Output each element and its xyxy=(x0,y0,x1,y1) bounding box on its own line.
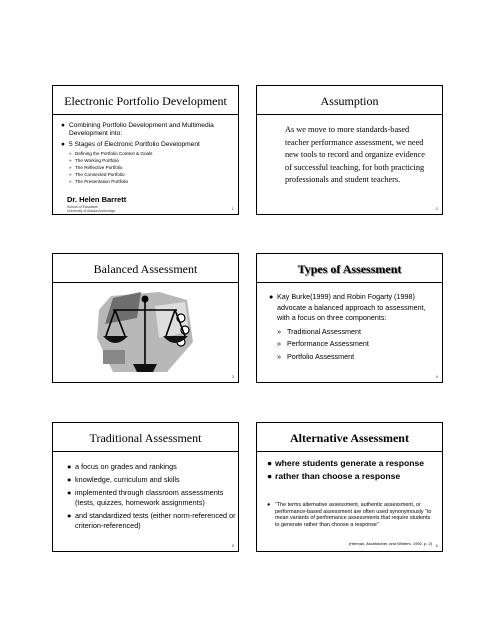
title-divider xyxy=(257,451,442,452)
bullet-item: ● and standardized tests (either norm-referenced or criterion-referenced) xyxy=(67,511,236,530)
sub-item: » The Connected Portfolio xyxy=(69,172,125,177)
arrow-icon: » xyxy=(69,172,72,177)
slide-title: Assumption xyxy=(320,94,379,108)
scales-of-justice-clipart xyxy=(97,288,197,376)
slide-body-text: As we move to more standards-based teacher performance assessment, we need new tools to record and organize evidence of successful teaching, for both practicing professionals and student teachers. xyxy=(285,125,425,185)
bullet-icon: ● xyxy=(67,475,72,484)
sub-item: » Portfolio Assessment xyxy=(277,351,439,364)
quote-list xyxy=(267,502,435,528)
title-divider xyxy=(53,451,238,452)
slide-number: 4 xyxy=(435,374,438,379)
arrow-icon: » xyxy=(69,158,72,163)
title-divider xyxy=(257,114,442,115)
sub-item: » Performance Assessment xyxy=(277,338,439,351)
bullet-item: ● Kay Burke(1999) and Robin Fogarty (1998) advocate a balanced approach to assessment, with a focus on three components: » Traditional Assessment » Performance Assessment » Portfolio Assessment xyxy=(269,292,439,363)
slide-traditional-assessment xyxy=(52,422,239,552)
bullet-item: ● a focus on grades and rankings xyxy=(67,462,177,471)
sub-item: » Defining the Portfolio Context & Goals xyxy=(69,151,153,156)
slide-number: 5 xyxy=(231,543,234,548)
bullet-item: ● knowledge, curriculum and skills xyxy=(67,475,180,484)
sub-item: » The Reflective Portfolio xyxy=(69,165,123,170)
slide-assumption xyxy=(256,85,443,215)
arrow-icon: » xyxy=(277,326,281,336)
slide-types-of-assessment xyxy=(256,253,443,383)
slide-title: Traditional Assessment xyxy=(89,431,202,445)
author-name: Dr. Helen Barrett xyxy=(67,195,127,204)
bullet-item: ● implemented through classroom assessments (tests, quizzes, homework assignments) xyxy=(67,488,224,507)
title-divider xyxy=(257,282,442,283)
bullet-icon: ● xyxy=(267,470,273,481)
bullet-list xyxy=(267,458,439,483)
title-divider xyxy=(53,114,238,115)
slide-title: Alternative Assessment xyxy=(290,431,409,445)
slide-number: 2 xyxy=(435,206,438,211)
arrow-icon: » xyxy=(69,151,72,156)
slide-number: 1 xyxy=(231,206,234,211)
sub-item: » The Working Portfolio xyxy=(69,158,120,163)
arrow-icon: » xyxy=(69,179,72,184)
slide-number: 6 xyxy=(435,543,438,548)
author-affiliation: School of Education University of Alaska Anchorage xyxy=(67,205,116,214)
arrow-icon: » xyxy=(277,351,281,361)
bullet-icon: ● xyxy=(67,462,72,471)
citation: (Herman, Aschbacher, and Winters, 1992, p. 2) xyxy=(348,541,432,546)
bullet-item: ● rather than choose a response xyxy=(267,470,401,481)
quote-item: ● “The terms alternative assessment, authentic assessment, or performance-based assessment are often used synonymously “to mean variants of performance assessments that require students to generate rather than choose a response” xyxy=(267,502,432,528)
slide-title: Electronic Portfolio Development xyxy=(64,94,227,108)
slide-title: Types of Assessment xyxy=(297,262,402,276)
arrow-icon: » xyxy=(277,339,281,348)
arrow-icon: » xyxy=(69,165,72,170)
slide-balanced-assessment xyxy=(52,253,239,383)
title-divider xyxy=(53,282,238,283)
bullet-icon: ● xyxy=(61,141,65,148)
bullet-icon: ● xyxy=(267,458,273,468)
sub-item: » The Presentation Portfolio xyxy=(69,179,129,184)
bullet-icon: ● xyxy=(267,502,271,508)
bullet-list xyxy=(67,462,237,534)
slide-title: Balanced Assessment xyxy=(93,262,198,276)
bullet-icon: ● xyxy=(67,511,72,520)
sub-list xyxy=(69,150,231,185)
bullet-list xyxy=(269,292,439,363)
slide-number: 3 xyxy=(231,374,234,379)
bullet-list xyxy=(61,122,231,188)
slide-alternative-assessment xyxy=(256,422,443,552)
bullet-item: ● Combining Portfolio Development and Multimedia Development into: xyxy=(61,122,214,137)
sub-list xyxy=(277,326,439,364)
bullet-icon: ● xyxy=(61,122,65,129)
bullet-item: ● 5 Stages of Electronic Portfolio Development » Defining the Portfolio Context & Goals » The Working Portfolio » The Reflective Portfolio » The Connected Portfolio » The Presentation Portfolio xyxy=(61,141,231,185)
sub-item: » Traditional Assessment xyxy=(277,326,439,339)
slide-electronic-portfolio-development xyxy=(52,85,239,215)
bullet-icon: ● xyxy=(269,292,274,301)
bullet-icon: ● xyxy=(67,488,72,497)
bullet-item: ● where students generate a response xyxy=(267,458,425,468)
